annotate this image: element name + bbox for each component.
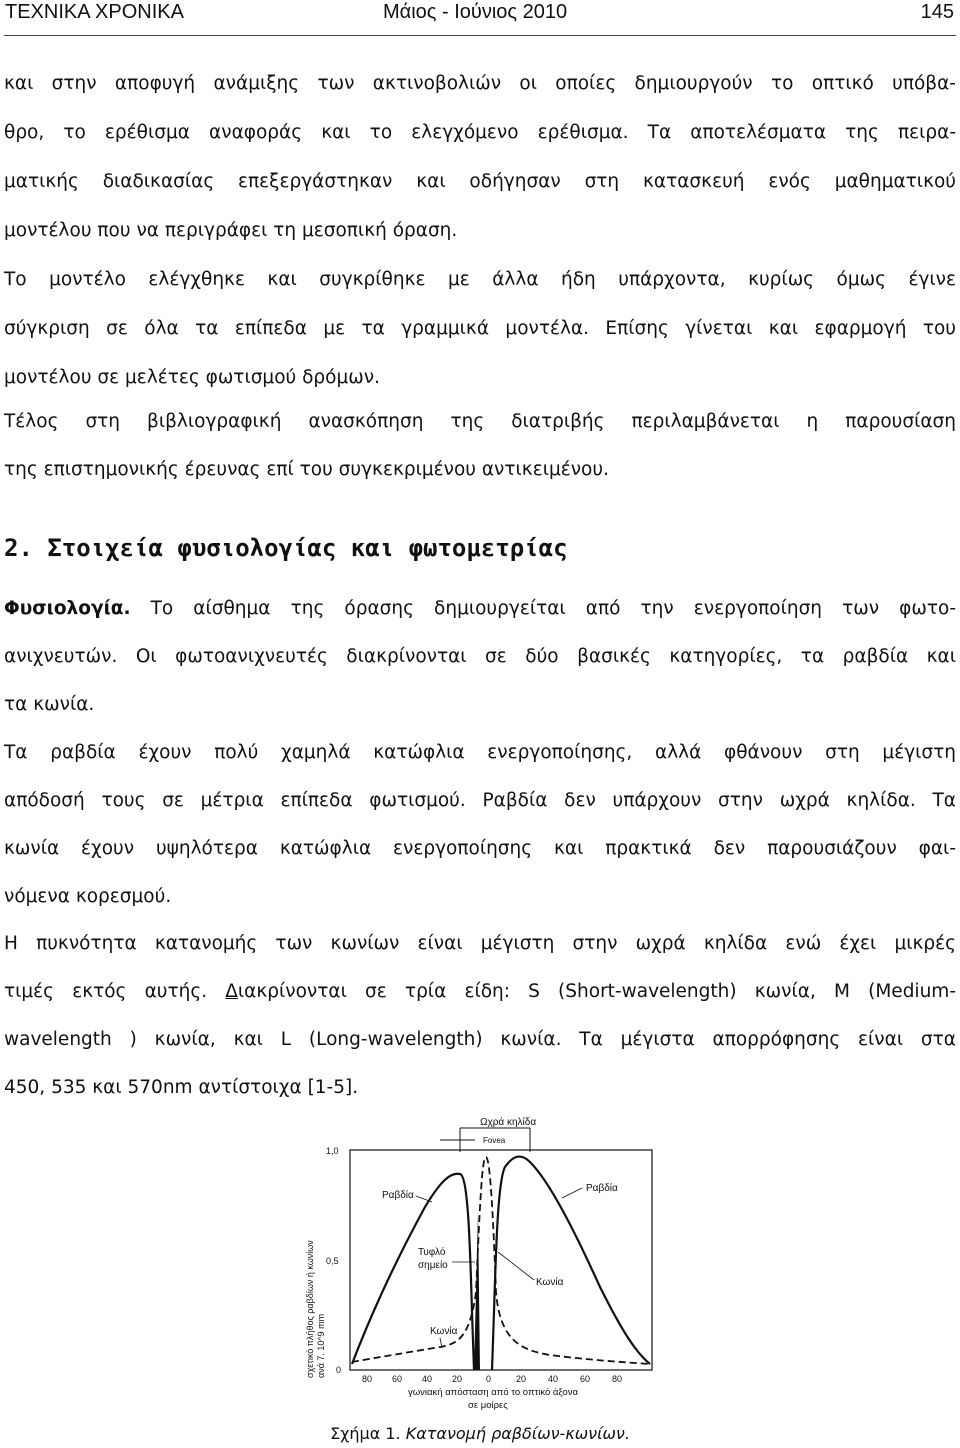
- para6-line1: Η πυκνότητα κατανομής των κωνίων είναι μέγιστη στην ωχρά κηλίδα ενώ έχει μικρές: [4, 933, 956, 954]
- cones-label-low: Κωνία: [430, 1326, 458, 1337]
- figure-caption: [0, 1424, 960, 1443]
- para4-line1: [4, 597, 956, 621]
- para4-line2: ανιχνευτών. Οι φωτοανιχνευτές διακρίνονται σε δύο βασικές κατηγορίες, τα ραβδία και: [4, 646, 956, 667]
- x-tick: 40: [548, 1374, 559, 1384]
- x-tick: 20: [452, 1374, 463, 1384]
- blind-spot-band: [474, 1212, 480, 1370]
- rods-label-right: Ραβδία: [586, 1183, 618, 1194]
- para4-line3: τα κωνία.: [4, 694, 95, 715]
- section-heading: 2. Στοιχεία φυσιολογίας και φωτομετρίας: [4, 534, 568, 562]
- page-header: [0, 0, 960, 30]
- para4-line1-text: Το αίσθημα της όρασης δημιουργείται από την ενεργοποίηση των φωτο-: [130, 598, 956, 619]
- para6-underlined-letter: Δ: [225, 981, 238, 1002]
- rods-right-pointer: [562, 1188, 582, 1198]
- x-tick: 60: [392, 1374, 403, 1384]
- journal-title: ΤΕΧΝΙΚΑ ΧΡΟΝΙΚΑ: [5, 1, 184, 23]
- para6-line3: wavelength ) κωνία, και L (Long-wavelength) κωνία. Τα μέγιστα απορρόφησης είναι στα: [4, 1029, 956, 1050]
- para5-line3: κωνία έχουν υψηλότερα κατώφλια ενεργοποίησης και πρακτικά δεν παρουσιάζουν φαι-: [4, 838, 956, 859]
- x-axis-label-2: σε μοίρες: [468, 1400, 508, 1411]
- para2-line3: μοντέλου σε μελέτες φωτισμού δρόμων.: [4, 367, 380, 388]
- x-tick: 40: [422, 1374, 433, 1384]
- para3-line1: Τέλος στη βιβλιογραφική ανασκόπηση της διατριβής περιλαμβάνεται η παρουσίαση: [4, 411, 956, 432]
- para5-line2: απόδοσή τους σε μέτρια επίπεδα φωτισμού. Ραβδία δεν υπάρχουν στην ωχρά κηλίδα. Τα: [4, 790, 956, 811]
- page-number: 145: [920, 1, 954, 23]
- para2-line1: Το μοντέλο ελέγχθηκε και συγκρίθηκε με άλλα ήδη υπάρχοντα, κυρίως όμως έγινε: [4, 269, 956, 290]
- fovea-label: Fovea: [483, 1136, 506, 1145]
- para6-line4: 450, 535 και 570nm αντίστοιχα [1-5].: [4, 1077, 359, 1098]
- para1-line3: ματικής διαδικασίας επεξεργάστηκαν και οδήγησαν στη κατασκευή ενός μαθηματικού: [4, 171, 956, 192]
- rod-cone-distribution-figure: [300, 1112, 660, 1414]
- y-tick-0: 0: [336, 1365, 342, 1375]
- x-tick: 60: [580, 1374, 591, 1384]
- para6-line2: [4, 980, 956, 1004]
- caption-title: Κατανομή ραβδίων-κωνίων.: [405, 1424, 630, 1443]
- y-tick-05: 0,5: [326, 1256, 339, 1266]
- figure-svg: [300, 1112, 660, 1414]
- rods-label-left: Ραβδία: [382, 1190, 414, 1201]
- blind-spot-label-2: σημείο: [418, 1260, 448, 1271]
- x-tick: 80: [362, 1374, 373, 1384]
- para5-line1: Τα ραβδία έχουν πολύ χαμηλά κατώφλια ενεργοποίησης, αλλά φθάνουν στη μέγιστη: [4, 742, 956, 763]
- y-axis-label-2: ανά 7. 10^9 mm: [316, 1313, 326, 1378]
- para1-line1: και στην αποφυγή ανάμιξης των ακτινοβολιών οι οποίες δημιουργούν το οπτικό υπόβα-: [4, 73, 956, 94]
- caption-prefix: Σχήμα 1.: [330, 1424, 401, 1443]
- para1-line4: μοντέλου που να περιγράφει τη μεσοπική όραση.: [4, 220, 458, 241]
- cones-center-pointer: [498, 1252, 534, 1280]
- issue-date: Μάιος - Ιούνιος 2010: [383, 1, 568, 23]
- x-tick: 20: [516, 1374, 527, 1384]
- x-ticks: [362, 1374, 622, 1384]
- header-rule: [4, 35, 956, 36]
- para4-lead: Φυσιολογία.: [4, 598, 131, 619]
- para6-line2-pre: τιμές εκτός αυτής.: [4, 981, 226, 1002]
- para2-line2: σύγκριση σε όλα τα επίπεδα με τα γραμμικά μοντέλα. Επίσης γίνεται και εφαρμογή του: [4, 318, 956, 339]
- y-tick-1: 1,0: [326, 1146, 339, 1156]
- x-tick: 80: [612, 1374, 623, 1384]
- y-axis-label-1: σχετικό πλήθος ραβδίων ή κωνίων: [305, 1240, 315, 1378]
- x-tick: 0: [486, 1374, 492, 1384]
- x-axis-label-1: γωνιακή απόσταση από το οπτικό άξονα: [408, 1387, 578, 1398]
- para6-line2-post: ιακρίνονται σε τρία είδη: S (Short-wavelength) κωνία, M (Medium-: [237, 981, 956, 1002]
- cones-label-center: Κωνία: [536, 1277, 564, 1288]
- para3-line2: της επιστημονικής έρευνας επί του συγκεκριμένου αντικειμένου.: [4, 459, 609, 480]
- blind-spot-label-1: Τυφλό: [418, 1247, 446, 1258]
- macula-label: Ωχρά κηλίδα: [480, 1117, 537, 1128]
- para5-line4: νόμενα κορεσμού.: [4, 886, 172, 907]
- para1-line2: θρο, το ερέθισμα αναφοράς και το ελεγχόμενο ερέθισμα. Τα αποτελέσματα της πειρα-: [4, 122, 956, 143]
